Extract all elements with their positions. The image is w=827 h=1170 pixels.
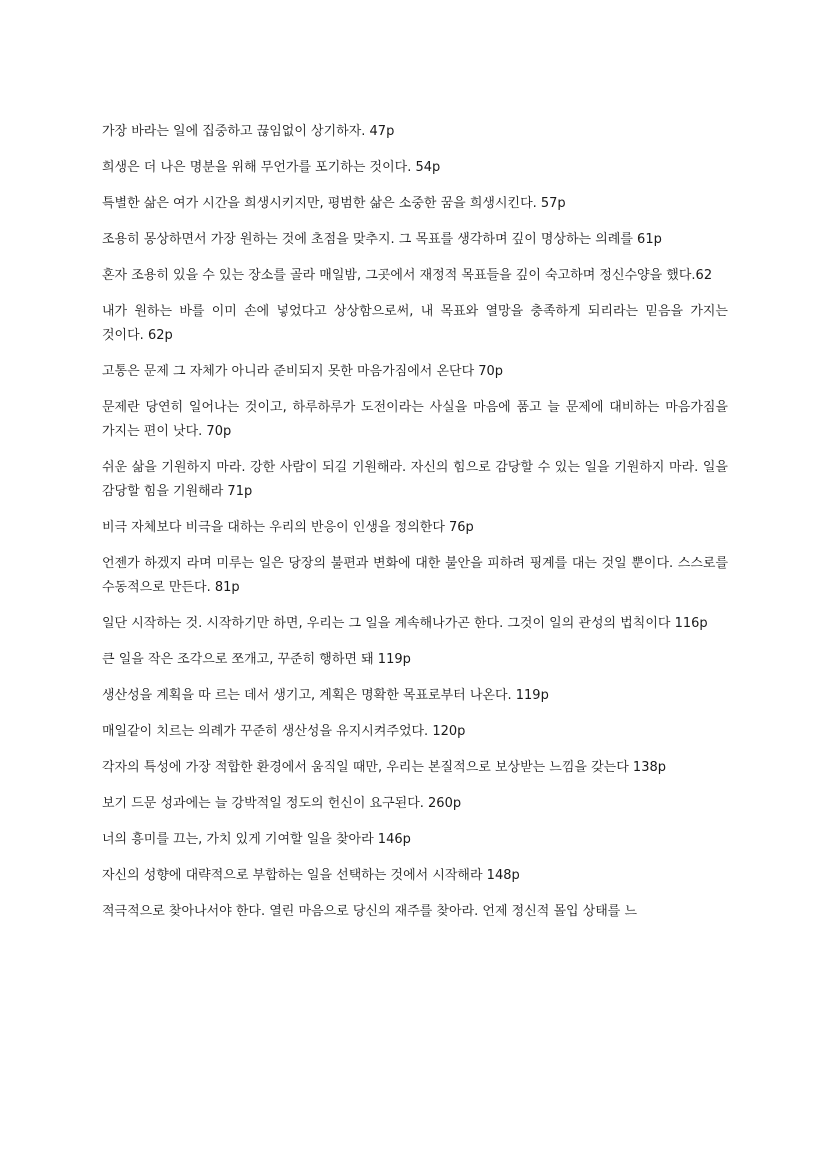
paragraph-6: 내가 원하는 바를 이미 손에 넣었다고 상상함으로써, 내 목표와 열망을 충족하게 되리라는 믿음을 가지는 것이다. 62p bbox=[102, 304, 728, 343]
paragraph-10: 비극 자체보다 비극을 대하는 우리의 반응이 인생을 정의한다 76p bbox=[102, 520, 474, 535]
paragraph-13: 큰 일을 작은 조각으로 쪼개고, 꾸준히 행하면 돼 119p bbox=[102, 652, 411, 667]
paragraph-5: 혼자 조용히 있을 수 있는 장소를 골라 매일밤, 그곳에서 재정적 목표들을 깊이 숙고하며 정신수양을 했다.62 bbox=[102, 268, 713, 283]
document-body bbox=[102, 120, 728, 936]
paragraph-15: 매일같이 치르는 의례가 꾸준히 생산성을 유지시켜주었다. 120p bbox=[102, 724, 466, 739]
paragraph-16: 각자의 특성에 가장 적합한 환경에서 움직일 때만, 우리는 본질적으로 보상받는 느낌을 갖는다 138p bbox=[102, 760, 666, 775]
paragraph-3: 특별한 삶은 여가 시간을 희생시키지만, 평범한 삶은 소중한 꿈을 희생시킨다. 57p bbox=[102, 196, 566, 211]
paragraph-20: 적극적으로 찾아나서야 한다. 열린 마음으로 당신의 재주를 찾아라. 언제 정신적 몰입 상태를 느 bbox=[102, 904, 638, 919]
paragraph-17: 보기 드문 성과에는 늘 강박적일 정도의 헌신이 요구된다. 260p bbox=[102, 796, 462, 811]
paragraph-7: 고통은 문제 그 자체가 아니라 준비되지 못한 마음가짐에서 온단다 70p bbox=[102, 364, 504, 379]
paragraph-18: 너의 흥미를 끄는, 가치 있게 기여할 일을 찾아라 146p bbox=[102, 832, 411, 847]
paragraph-11: 언젠가 하겠지 라며 미루는 일은 당장의 불편과 변화에 대한 불안을 피하려 핑계를 대는 것일 뿐이다. 스스로를 수동적으로 만든다. 81p bbox=[102, 556, 728, 595]
paragraph-12: 일단 시작하는 것. 시작하기만 하면, 우리는 그 일을 계속해나가곤 한다. 그것이 일의 관성의 법칙이다 116p bbox=[102, 616, 708, 631]
paragraph-4: 조용히 몽상하면서 가장 원하는 것에 초점을 맞추지. 그 목표를 생각하며 깊이 명상하는 의례를 61p bbox=[102, 232, 662, 247]
paragraph-19: 자신의 성향에 대략적으로 부합하는 일을 선택하는 것에서 시작해라 148p bbox=[102, 868, 520, 883]
paragraph-2: 희생은 더 나은 명분을 위해 무언가를 포기하는 것이다. 54p bbox=[102, 160, 441, 175]
paragraph-9: 쉬운 삶을 기원하지 마라. 강한 사람이 되길 기원해라. 자신의 힘으로 감당할 수 있는 일을 기원하지 마라. 일을 감당할 힘을 기원해라 71p bbox=[102, 460, 728, 499]
paragraph-1: 가장 바라는 일에 집중하고 끊임없이 상기하자. 47p bbox=[102, 124, 395, 139]
paragraph-14: 생산성을 계획을 따 르는 데서 생기고, 계획은 명확한 목표로부터 나온다. 119p bbox=[102, 688, 549, 703]
paragraph-8: 문제란 당연히 일어나는 것이고, 하루하루가 도전이라는 사실을 마음에 품고 늘 문제에 대비하는 마음가짐을 가지는 편이 낫다. 70p bbox=[102, 400, 728, 439]
